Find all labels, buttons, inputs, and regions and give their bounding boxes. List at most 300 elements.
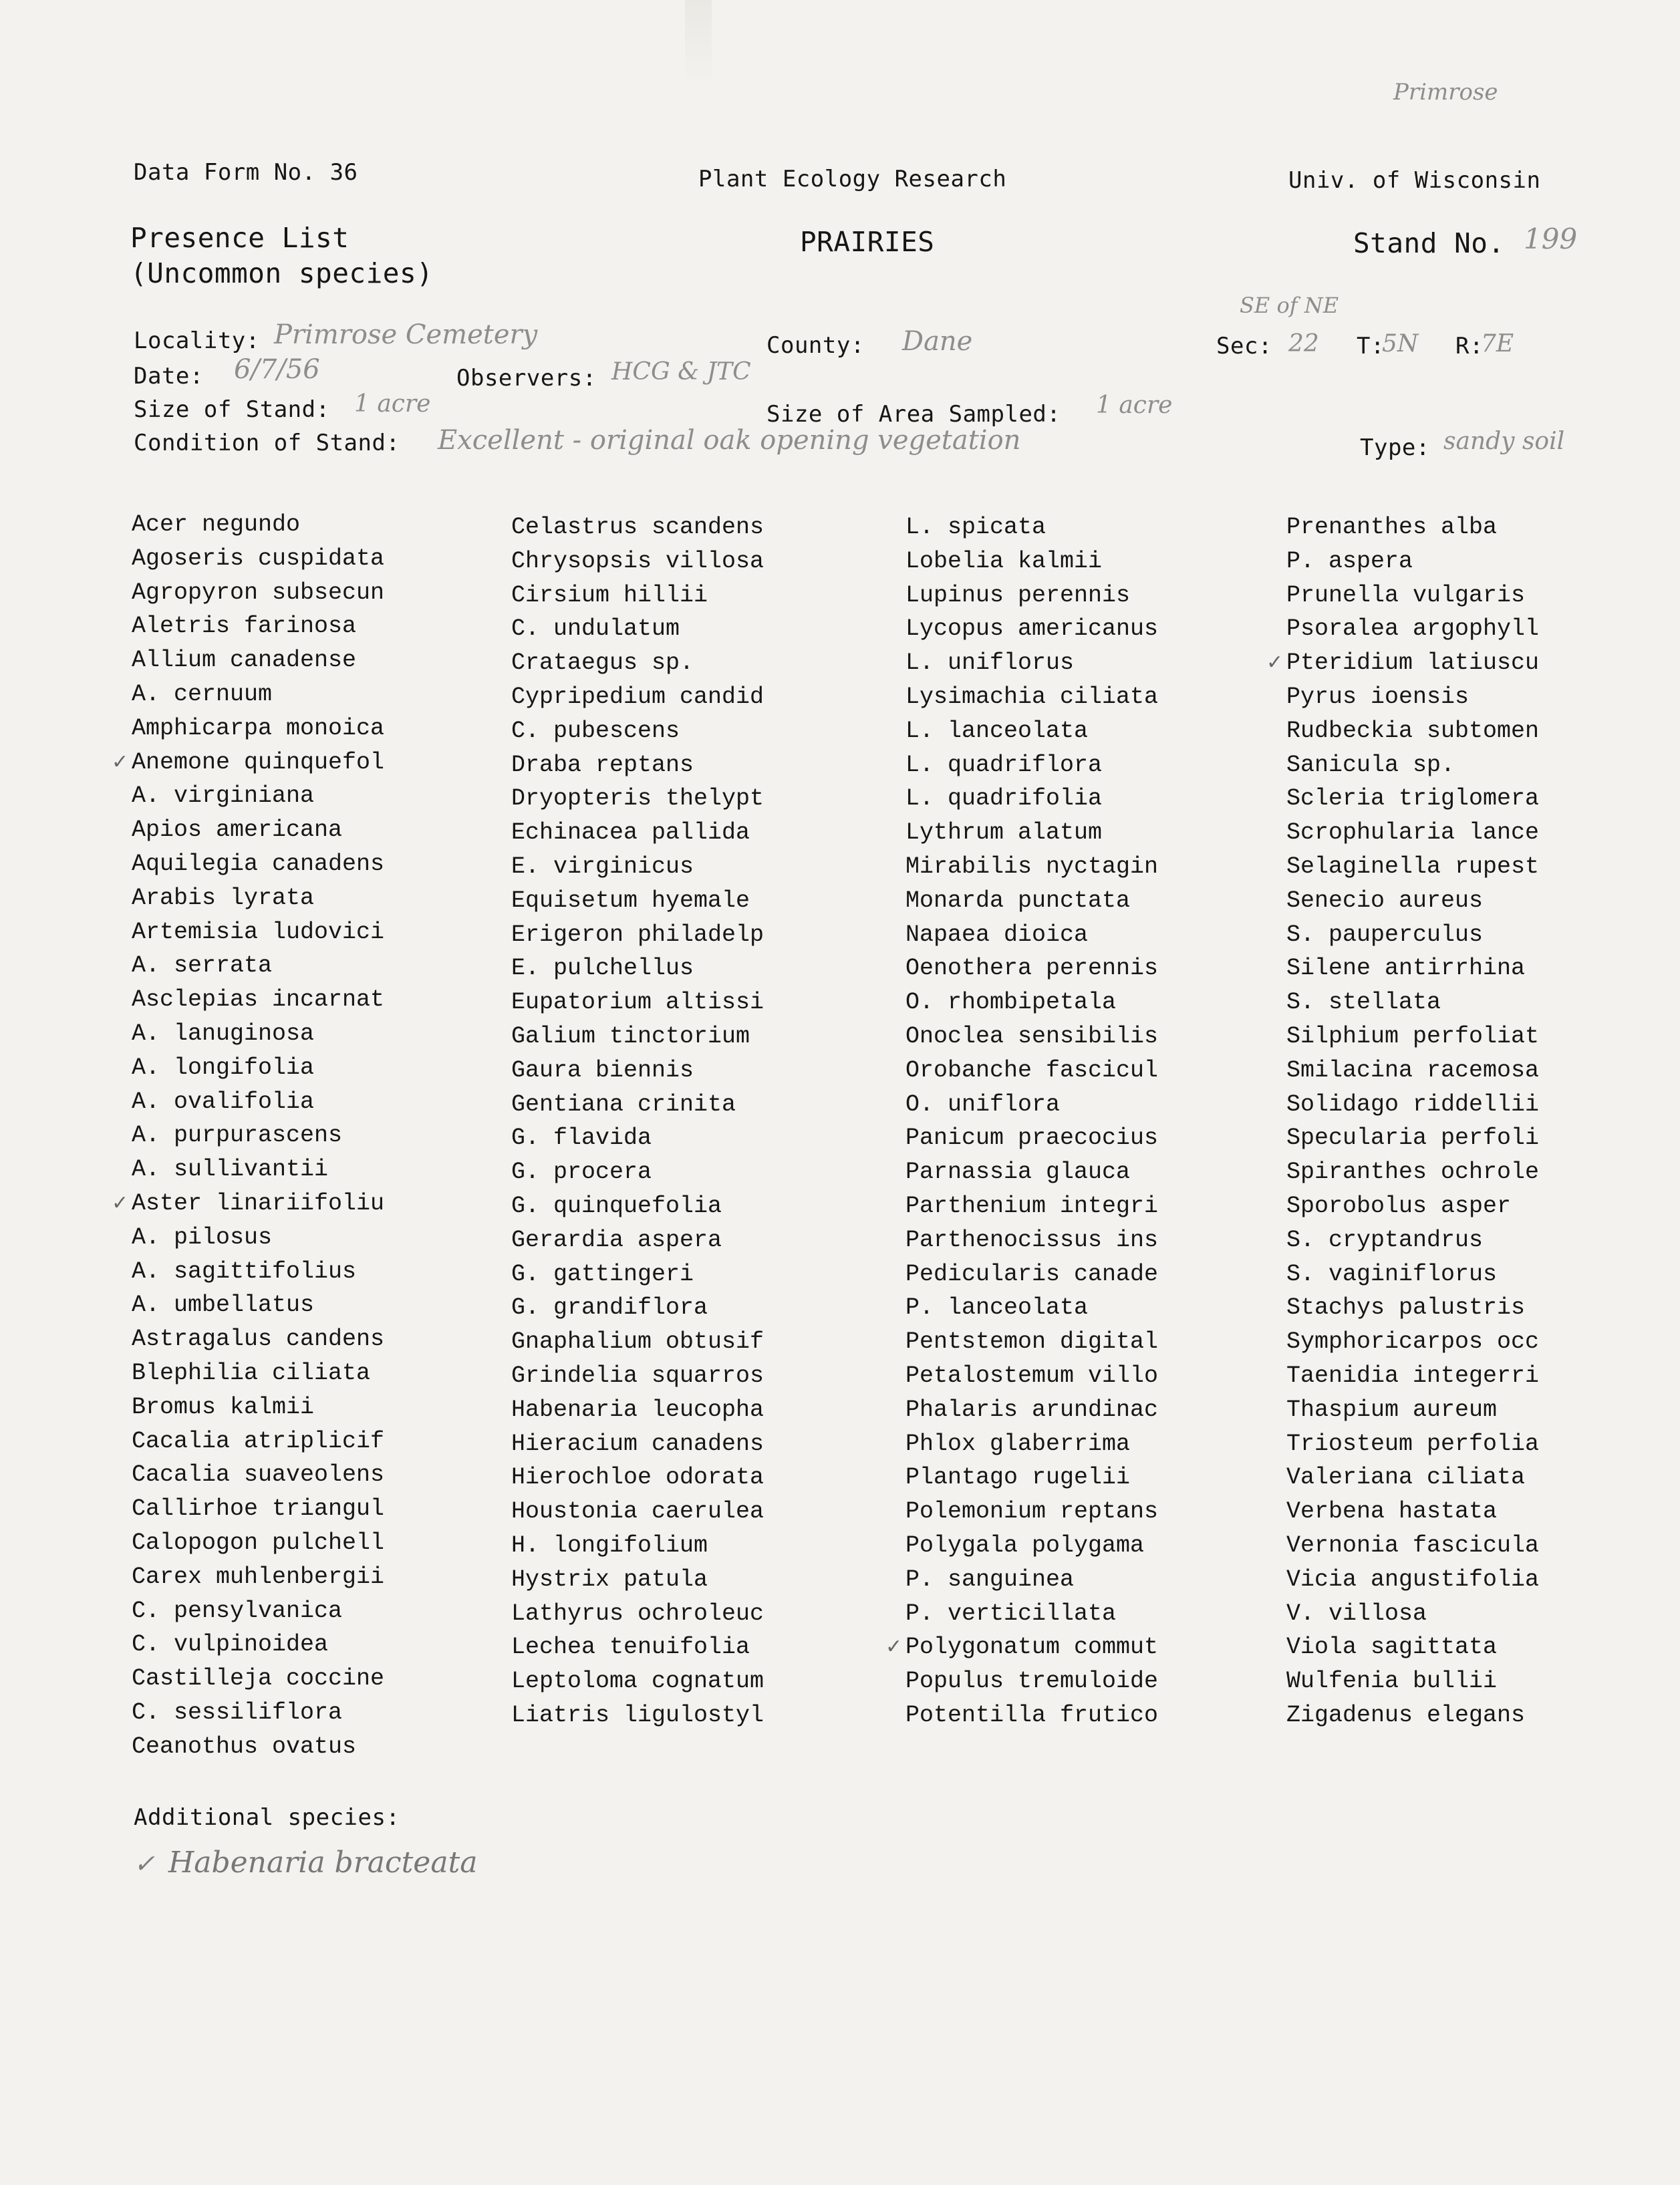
species-name: Draba reptans — [511, 751, 694, 778]
species-item — [1286, 782, 1539, 816]
species-item — [905, 714, 1158, 748]
species-name: Prunella vulgaris — [1286, 581, 1526, 609]
species-item — [511, 1020, 764, 1054]
species-item — [511, 1699, 764, 1733]
species-name: E. pulchellus — [511, 955, 694, 982]
species-item — [511, 850, 764, 884]
species-item — [511, 748, 764, 782]
species-name: Echinacea pallida — [511, 819, 750, 847]
species-item — [1286, 579, 1539, 613]
species-name: L. quadriflora — [905, 751, 1103, 778]
species-name: Selaginella rupest — [1286, 853, 1540, 880]
type-value: sandy soil — [1443, 428, 1565, 455]
species-name: G. flavida — [511, 1125, 652, 1152]
species-item — [132, 1119, 384, 1153]
species-name: A. longifolia — [132, 1054, 315, 1081]
species-name: Scrophularia lance — [1286, 819, 1540, 847]
species-item — [1286, 1088, 1539, 1122]
species-name: P. lanceolata — [905, 1294, 1089, 1322]
species-name: Lechea tenuifolia — [511, 1634, 750, 1661]
species-item — [132, 1696, 384, 1730]
check-mark-icon: ✓ — [134, 1849, 155, 1878]
species-item — [511, 1393, 764, 1427]
species-item — [511, 1563, 764, 1597]
species-item — [905, 1495, 1158, 1529]
species-name: Artemisia ludovici — [132, 918, 385, 945]
species-name: Zigadenus elegans — [1286, 1701, 1526, 1729]
observers-value: HCG & JTC — [611, 358, 751, 386]
size-area-value: 1 acre — [1096, 392, 1173, 419]
species-name: Hierochloe odorata — [511, 1464, 764, 1491]
species-name: Gerardia aspera — [511, 1226, 722, 1254]
corner-note: Primrose — [1393, 79, 1498, 106]
species-item — [1286, 1258, 1539, 1292]
form-number: Data Form No. 36 — [134, 159, 358, 186]
species-name: Parthenium integri — [905, 1192, 1159, 1219]
species-name: Lysimachia ciliata — [905, 683, 1159, 710]
species-name: G. grandiflora — [511, 1294, 708, 1322]
species-item — [132, 542, 384, 576]
species-name: Asclepias incarnat — [132, 986, 385, 1014]
species-name: Crataegus sp. — [511, 649, 694, 677]
species-item — [511, 1291, 764, 1325]
range-value: 7E — [1481, 330, 1514, 357]
species-name: Amphicarpa monoica — [132, 714, 385, 742]
species-item — [511, 511, 764, 545]
species-item — [132, 1255, 384, 1289]
species-name: A. purpurascens — [132, 1122, 343, 1149]
township-value: 5N — [1382, 330, 1419, 357]
species-item — [511, 646, 764, 680]
species-item — [905, 1291, 1158, 1325]
species-item — [905, 1223, 1158, 1258]
species-item — [132, 847, 384, 881]
species-name: C. undulatum — [511, 615, 680, 643]
species-item — [905, 748, 1158, 782]
species-item — [1286, 748, 1539, 782]
species-name: Agoseris cuspidata — [132, 545, 385, 572]
species-name: S. cryptandrus — [1286, 1226, 1484, 1254]
species-name: Cirsium hillii — [511, 581, 708, 609]
size-stand-label: Size of Stand: — [134, 396, 330, 423]
species-name: Silphium perfoliat — [1286, 1022, 1540, 1050]
species-item — [905, 1664, 1158, 1699]
species-item — [905, 511, 1158, 545]
species-item — [905, 1121, 1158, 1155]
species-item — [132, 1560, 384, 1594]
species-name: A. cernuum — [132, 680, 273, 708]
species-item — [1286, 714, 1539, 748]
list-title: Presence List — [130, 222, 349, 254]
species-item — [132, 1391, 384, 1425]
species-item — [905, 782, 1158, 816]
species-item — [905, 1427, 1158, 1461]
species-item — [132, 609, 384, 643]
size-area-label: Size of Area Sampled: — [766, 401, 1061, 428]
stand-label: Stand No. — [1353, 227, 1505, 259]
additional-species-item: Habenaria bracteata — [168, 1846, 478, 1880]
species-item — [132, 1051, 384, 1085]
species-name: Acer negundo — [132, 511, 301, 538]
species-name: A. ovalifolia — [132, 1088, 315, 1115]
species-item — [132, 1356, 384, 1391]
species-item — [885, 1630, 1159, 1664]
locality-value: Primrose Cemetery — [274, 319, 538, 350]
species-item — [1286, 680, 1539, 714]
species-item — [1286, 1325, 1539, 1359]
species-item — [905, 1563, 1158, 1597]
check-mark-icon: ✓ — [112, 1191, 129, 1215]
species-item — [1286, 1054, 1539, 1088]
species-item — [511, 1189, 764, 1223]
species-item — [905, 1020, 1158, 1054]
species-item — [132, 1322, 384, 1356]
species-item — [1286, 511, 1539, 545]
species-name: Leptoloma cognatum — [511, 1668, 764, 1695]
species-name: Cypripedium candid — [511, 683, 764, 710]
species-name: Pedicularis canade — [905, 1260, 1159, 1288]
species-item — [905, 1393, 1158, 1427]
species-name: L. lanceolata — [905, 717, 1089, 744]
species-name: Blephilia ciliata — [132, 1359, 371, 1387]
species-name: A. sullivantii — [132, 1156, 329, 1183]
species-item — [1286, 612, 1539, 646]
species-item — [511, 1223, 764, 1258]
species-name: Parnassia glauca — [905, 1159, 1131, 1186]
species-item — [511, 1664, 764, 1699]
species-item — [132, 983, 384, 1017]
species-item — [905, 884, 1158, 918]
size-stand-value: 1 acre — [354, 390, 431, 418]
species-item — [511, 612, 764, 646]
species-name: S. stellata — [1286, 989, 1441, 1016]
species-item — [1286, 1121, 1539, 1155]
species-item — [112, 746, 385, 780]
species-item — [905, 1088, 1158, 1122]
observers-label: Observers: — [456, 365, 597, 392]
species-name: Polemonium reptans — [905, 1498, 1159, 1525]
species-name: L. uniflorus — [905, 649, 1075, 677]
species-name: Aquilegia canadens — [132, 850, 385, 877]
species-item — [905, 1325, 1158, 1359]
species-name: Psoralea argophyll — [1286, 615, 1540, 643]
species-name: C. pensylvanica — [132, 1597, 343, 1624]
section-label: Sec: — [1216, 333, 1272, 359]
species-name: Polygala polygama — [905, 1532, 1145, 1559]
species-name: Petalostemum villo — [905, 1362, 1159, 1389]
species-item — [1286, 545, 1539, 579]
species-name: Lobelia kalmii — [905, 547, 1103, 575]
species-item — [1286, 1189, 1539, 1223]
species-name: E. virginicus — [511, 853, 694, 880]
species-item — [1286, 1563, 1539, 1597]
species-item — [132, 1085, 384, 1119]
species-item — [511, 1427, 764, 1461]
species-name: Carex muhlenbergii — [132, 1563, 385, 1590]
species-name: Pentstemon digital — [905, 1328, 1159, 1356]
species-name: Apios americana — [132, 817, 343, 844]
species-name: Specularia perfoli — [1286, 1125, 1540, 1152]
species-item — [1286, 850, 1539, 884]
check-mark-icon: ✓ — [112, 750, 129, 774]
category-title: PRAIRIES — [800, 226, 935, 258]
species-name: Houstonia caerulea — [511, 1498, 764, 1525]
species-name: A. virginiana — [132, 782, 315, 810]
species-item — [1286, 1461, 1539, 1495]
species-name: Smilacina racemosa — [1286, 1056, 1540, 1084]
species-name: A. serrata — [132, 952, 273, 980]
species-item — [132, 881, 384, 915]
species-item — [511, 986, 764, 1020]
species-item — [511, 1359, 764, 1393]
species-item — [905, 850, 1158, 884]
species-item — [132, 1628, 384, 1662]
species-item — [905, 1597, 1158, 1631]
species-item — [1286, 1529, 1539, 1563]
species-name: C. sessiliflora — [132, 1699, 343, 1726]
species-name: Agropyron subsecun — [132, 579, 385, 606]
species-name: Spiranthes ochrole — [1286, 1159, 1540, 1186]
species-name: L. spicata — [905, 514, 1046, 541]
species-name: Mirabilis nyctagin — [905, 853, 1159, 880]
condition-value: Excellent - original oak opening vegetation — [438, 425, 1021, 456]
species-name: Thaspium aureum — [1286, 1396, 1498, 1423]
section-note: SE of NE — [1240, 293, 1339, 318]
species-name: Vernonia fascicula — [1286, 1532, 1540, 1559]
species-name: Habenaria leucopha — [511, 1396, 764, 1423]
species-item — [511, 1597, 764, 1631]
species-name: Astragalus candens — [132, 1326, 385, 1353]
species-item — [905, 952, 1158, 986]
species-item — [1286, 952, 1539, 986]
township-label: T: — [1357, 333, 1385, 359]
species-name: Potentilla frutico — [905, 1701, 1159, 1729]
species-item — [511, 918, 764, 952]
species-name: Dryopteris thelypt — [511, 785, 764, 813]
species-name: Orobanche fascicul — [905, 1056, 1159, 1084]
species-name: A. lanuginosa — [132, 1020, 315, 1047]
species-item — [1286, 884, 1539, 918]
species-name: S. pauperculus — [1286, 921, 1484, 948]
species-name: Sanicula sp. — [1286, 751, 1455, 778]
species-name: Calopogon pulchell — [132, 1529, 385, 1556]
species-name: Lupinus perennis — [905, 581, 1131, 609]
species-item — [1286, 1664, 1539, 1699]
species-name: Prenanthes alba — [1286, 514, 1498, 541]
date-value: 6/7/56 — [234, 354, 320, 385]
organization: Plant Ecology Research — [698, 166, 1007, 192]
species-name: Anemone quinquefol — [132, 748, 385, 776]
species-name: Populus tremuloide — [905, 1668, 1159, 1695]
species-item — [1286, 1020, 1539, 1054]
species-name: Phalaris arundinac — [905, 1396, 1159, 1423]
species-name: Pyrus ioensis — [1286, 683, 1469, 710]
species-name: H. longifolium — [511, 1532, 708, 1559]
species-name: C. pubescens — [511, 717, 680, 744]
species-name: Senecio aureus — [1286, 887, 1484, 914]
species-item — [511, 1121, 764, 1155]
species-item — [132, 1017, 384, 1051]
species-item — [1286, 1699, 1539, 1733]
species-name: A. sagittifolius — [132, 1258, 357, 1285]
species-item — [132, 1425, 384, 1459]
species-name: O. uniflora — [905, 1090, 1061, 1118]
species-name: Ceanothus ovatus — [132, 1733, 357, 1760]
species-name: Taenidia integerri — [1286, 1362, 1540, 1389]
species-name: Oenothera perennis — [905, 955, 1159, 982]
species-name: Scleria triglomera — [1286, 785, 1540, 813]
species-name: Parthenocissus ins — [905, 1226, 1159, 1254]
type-label: Type: — [1360, 434, 1430, 461]
species-item — [1286, 1597, 1539, 1631]
species-column-2 — [511, 511, 764, 1733]
species-item — [905, 986, 1158, 1020]
species-name: Phlox glaberrima — [905, 1430, 1131, 1457]
species-item — [905, 1699, 1158, 1733]
species-name: Panicum praecocius — [905, 1125, 1159, 1152]
species-item — [132, 1288, 384, 1322]
section-value: 22 — [1288, 330, 1319, 357]
species-item — [905, 816, 1158, 850]
species-item — [511, 579, 764, 613]
species-item — [1286, 1630, 1539, 1664]
species-name: Solidago riddellii — [1286, 1090, 1540, 1118]
species-item — [1286, 986, 1539, 1020]
locality-label: Locality: — [134, 327, 260, 354]
species-name: O. rhombipetala — [905, 989, 1117, 1016]
species-name: Celastrus scandens — [511, 514, 764, 541]
condition-label: Condition of Stand: — [134, 430, 400, 456]
date-label: Date: — [134, 363, 204, 390]
species-name: Callirhoe triangul — [132, 1495, 385, 1523]
species-item — [112, 1187, 385, 1221]
species-item — [511, 1529, 764, 1563]
species-name: Gaura biennis — [511, 1056, 694, 1084]
species-name: Wulfenia bullii — [1286, 1668, 1498, 1695]
species-item — [511, 1088, 764, 1122]
species-name: Liatris ligulostyl — [511, 1701, 764, 1729]
species-item — [132, 1662, 384, 1696]
species-item — [905, 545, 1158, 579]
species-item — [132, 678, 384, 712]
species-item — [905, 1258, 1158, 1292]
species-name: Gnaphalium obtusif — [511, 1328, 764, 1356]
species-name: G. procera — [511, 1159, 652, 1186]
species-column-4 — [1266, 511, 1540, 1733]
species-item — [132, 915, 384, 950]
species-name: G. gattingeri — [511, 1260, 694, 1288]
species-item — [905, 1189, 1158, 1223]
species-item — [905, 646, 1158, 680]
county-value: Dane — [902, 326, 973, 357]
species-name: Cacalia atriplicif — [132, 1427, 385, 1455]
county-label: County: — [766, 332, 865, 359]
species-item — [511, 952, 764, 986]
species-name: Allium canadense — [132, 647, 357, 674]
species-item — [132, 643, 384, 678]
species-name: Plantago rugelii — [905, 1464, 1131, 1491]
species-item — [511, 1495, 764, 1529]
species-name: Triosteum perfolia — [1286, 1430, 1540, 1457]
species-name: Cacalia suaveolens — [132, 1461, 385, 1489]
species-name: Valeriana ciliata — [1286, 1464, 1526, 1491]
species-item — [905, 680, 1158, 714]
list-subtitle: (Uncommon species) — [130, 257, 434, 289]
paper-smudge — [685, 0, 712, 87]
species-item — [905, 918, 1158, 952]
species-name: Erigeron philadelp — [511, 921, 764, 948]
species-item — [132, 813, 384, 847]
species-item — [132, 779, 384, 813]
species-name: Stachys palustris — [1286, 1294, 1526, 1322]
species-name: Arabis lyrata — [132, 884, 315, 911]
species-item — [132, 949, 384, 983]
species-name: Bromus kalmii — [132, 1393, 315, 1421]
species-item — [132, 1458, 384, 1492]
species-item — [511, 884, 764, 918]
species-name: G. quinquefolia — [511, 1192, 722, 1219]
species-name: Gentiana crinita — [511, 1090, 736, 1118]
species-item — [1286, 1495, 1539, 1529]
species-name: P. sanguinea — [905, 1566, 1075, 1593]
species-item — [1286, 918, 1539, 952]
species-item — [511, 1630, 764, 1664]
species-name: Hieracium canadens — [511, 1430, 764, 1457]
species-name: Rudbeckia subtomen — [1286, 717, 1540, 744]
species-name: A. pilosus — [132, 1223, 273, 1251]
species-item — [1286, 1427, 1539, 1461]
species-item — [132, 1526, 384, 1560]
species-name: C. vulpinoidea — [132, 1631, 329, 1658]
additional-species-label: Additional species: — [134, 1804, 400, 1831]
species-item — [511, 1461, 764, 1495]
species-column-3 — [885, 511, 1159, 1733]
species-item — [132, 508, 384, 542]
species-name: Lycopus americanus — [905, 615, 1159, 643]
species-name: Castilleja coccine — [132, 1665, 385, 1693]
species-item — [511, 1054, 764, 1088]
species-name: Chrysopsis villosa — [511, 547, 764, 575]
species-item — [511, 714, 764, 748]
species-name: L. quadrifolia — [905, 785, 1103, 813]
species-name: Grindelia squarros — [511, 1362, 764, 1389]
species-name: Silene antirrhina — [1286, 955, 1526, 982]
species-name: Lythrum alatum — [905, 819, 1103, 847]
species-item — [511, 782, 764, 816]
species-item — [1286, 816, 1539, 850]
species-name: A. umbellatus — [132, 1292, 315, 1319]
species-name: Symphoricarpos occ — [1286, 1328, 1540, 1356]
species-item — [905, 1155, 1158, 1189]
species-item — [905, 1054, 1158, 1088]
species-item — [132, 1492, 384, 1526]
species-name: Napaea dioica — [905, 921, 1089, 948]
species-item — [905, 1529, 1158, 1563]
check-mark-icon: ✓ — [1266, 651, 1284, 675]
species-item — [905, 612, 1158, 646]
check-mark-icon: ✓ — [885, 1635, 903, 1659]
species-name: P. aspera — [1286, 547, 1413, 575]
species-name: Equisetum hyemale — [511, 887, 750, 914]
species-item — [511, 1325, 764, 1359]
species-item — [132, 1221, 384, 1255]
species-item — [132, 1594, 384, 1628]
species-name: P. verticillata — [905, 1600, 1117, 1627]
species-name: Verbena hastata — [1286, 1498, 1498, 1525]
species-item — [511, 816, 764, 850]
species-item — [1286, 1393, 1539, 1427]
species-name: Pteridium latiuscu — [1286, 649, 1540, 677]
